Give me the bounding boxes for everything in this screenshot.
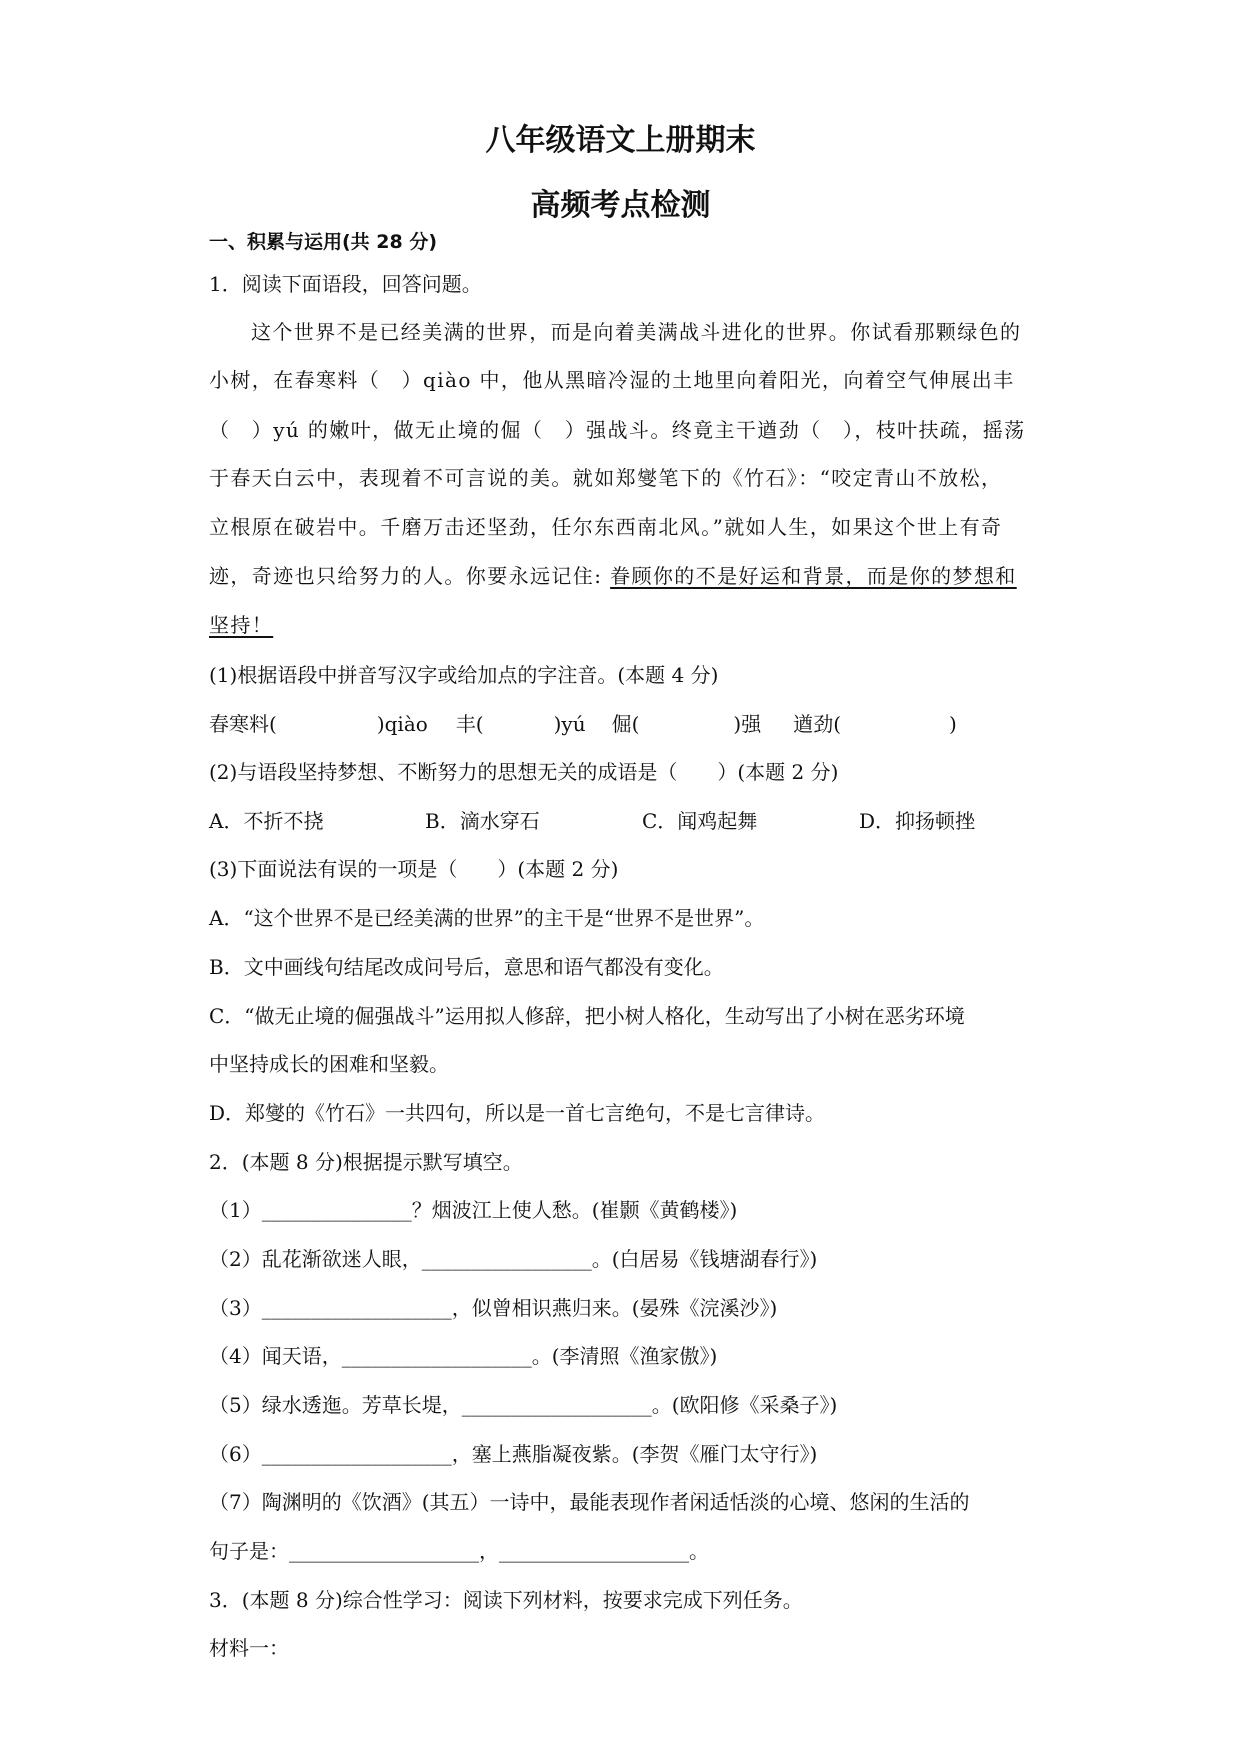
option-d: D．抑扬顿挫 [859, 809, 976, 833]
blank-3-suffix: )强 [733, 712, 762, 736]
blank-2-pinyin: )yú [553, 712, 586, 736]
option-a: A．不折不挠 [209, 809, 324, 833]
exam-subtitle: 高频考点检测 [530, 188, 711, 223]
recitation-item-5: （5）绿水透迤。芳草长堤，___________________。(欧阳修《采桑子》) [209, 1393, 838, 1417]
blank-1-pinyin: )qiào [376, 712, 428, 736]
passage-line-3: （ ）yú 的嫩叶，做无止境的倔（ ）强战斗。终竟主干遒劲（ ），枝叶扶疏，摇荡 [209, 418, 1026, 442]
passage-line-2: 小树，在春寒料（ ）qiào 中，他从黑暗冷湿的土地里向着阳光，向着空气伸展出丰 [209, 368, 1015, 392]
recitation-item-2: （2）乱花渐欲迷人眼，_________________。(白居易《钱塘湖春行》) [209, 1247, 818, 1271]
blank-1-label: 春寒料( [209, 712, 277, 736]
recitation-item-7-answer: 句子是：___________________，___________________。 [209, 1539, 709, 1563]
passage-line-7 [209, 613, 273, 637]
statement-b: B．文中画线句结尾改成问号后，意思和语气都没有变化。 [209, 955, 724, 979]
section-heading: 一、积累与运用(共 28 分) [209, 231, 438, 253]
blank-2-label: 丰( [455, 712, 484, 736]
blank-3-label: 倔( [611, 712, 640, 736]
passage-line-6-plain: 迹，奇迹也只给努力的人。你要永远记住: [209, 564, 611, 588]
subquestion-3-stem: (3)下面说法有误的一项是（ ）(本题 2 分) [209, 857, 619, 881]
underlined-sentence: 眷顾你的不是好运和背景，而是你的梦想和 [610, 564, 1017, 588]
recitation-item-7: （7）陶渊明的《饮酒》(其五）一诗中，最能表现作者闲适恬淡的心境、悠闲的生活的 [209, 1490, 970, 1514]
question-1-stem: 1．阅读下面语段，回答问题。 [209, 272, 482, 296]
subquestion-1-stem: (1)根据语段中拼音写汉字或给加点的字注音。(本题 4 分) [209, 663, 719, 687]
statement-d: D．郑燮的《竹石》一共四句，所以是一首七言绝句，不是七言律诗。 [209, 1101, 826, 1125]
blank-4-close: ) [949, 712, 957, 736]
recitation-item-3: （3）___________________，似曾相识燕归来。(晏殊《浣溪沙》) [209, 1296, 778, 1320]
material-one-label: 材料一： [209, 1636, 289, 1660]
statement-a: A．“这个世界不是已经美满的世界”的主干是“世界不是世界”。 [209, 906, 765, 930]
passage-line-6 [209, 564, 1017, 588]
question-2-stem: 2．(本题 8 分)根据提示默写填空。 [209, 1150, 523, 1174]
subquestion-1-blanks [209, 712, 957, 736]
question-3-stem: 3．(本题 8 分)综合性学习：阅读下列材料，按要求完成下列任务。 [209, 1588, 803, 1612]
recitation-item-1: （1）_______________？烟波江上使人愁。(崔颢《黄鹤楼》) [209, 1198, 738, 1222]
subquestion-2-stem: (2)与语段坚持梦想、不断努力的思想无关的成语是（ ）(本题 2 分) [209, 760, 839, 784]
blank-4-label: 遒劲( [793, 712, 842, 736]
option-b: B．滴水穿石 [425, 809, 540, 833]
recitation-item-4: （4）闻天语，___________________。(李清照《渔家傲》) [209, 1344, 718, 1368]
recitation-item-6: （6）___________________，塞上燕脂凝夜紫。(李贺《雁门太守行》) [209, 1442, 818, 1466]
passage-line-5: 立根原在破岩中。千磨万击还坚劲，任尔东西南北风。”就如人生，如果这个世上有奇 [209, 515, 1003, 539]
statement-c-line-2: 中坚持成长的困难和坚毅。 [209, 1052, 449, 1076]
exam-title: 八年级语文上册期末 [485, 123, 756, 158]
passage-line-1: 这个世界不是已经美满的世界，而是向着美满战斗进化的世界。你试看那颗绿色的 [251, 320, 1022, 344]
statement-c-line-1: C．“做无止境的倔强战斗”运用拟人修辞，把小树人格化，生动写出了小树在恶劣环境 [209, 1004, 965, 1028]
passage-line-4: 于春天白云中，表现着不可言说的美。就如郑燮笔下的《竹石》：“咬定青山不放松， [209, 466, 1003, 490]
option-c: C．闻鸡起舞 [642, 809, 758, 833]
underlined-sentence-end: 坚持！ [209, 613, 274, 637]
